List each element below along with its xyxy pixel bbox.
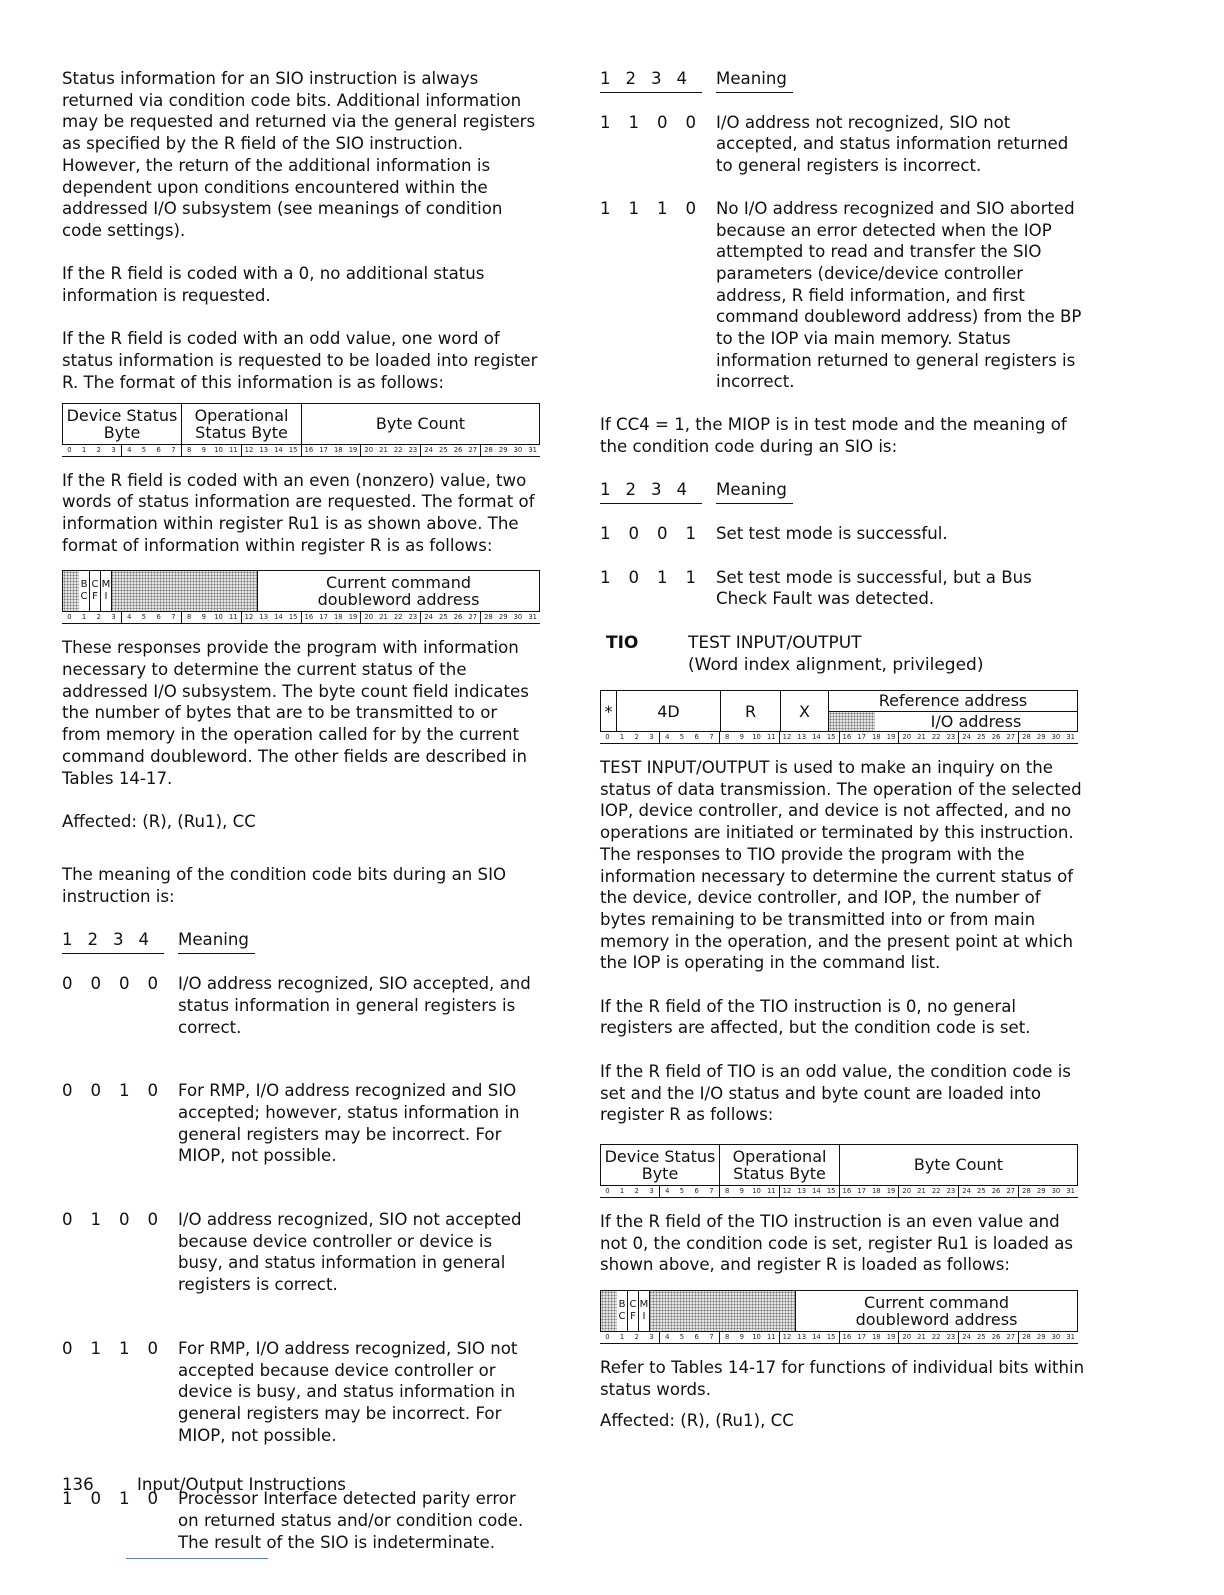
cc-bit: 0 <box>62 1081 73 1101</box>
bit-number: 28 <box>484 613 493 622</box>
cc-table-header: 1 2 3 4 Meaning <box>600 479 1086 504</box>
bit-number: 7 <box>704 732 720 743</box>
bit-number: 9 <box>739 733 744 742</box>
bit-number: 3 <box>106 445 122 456</box>
bit-number: 0 <box>67 613 72 622</box>
bit-number: 17 <box>857 733 866 742</box>
field-label: Byte <box>103 422 141 442</box>
command-doubleword-format <box>62 570 540 624</box>
paragraph: If the R field is coded with an even (nonzero) value, two words of status information are requested. The format of information within register Ru1 is as shown above. The format of information within register R is as follows: <box>62 470 535 555</box>
cc-bit: 0 <box>119 974 130 994</box>
bit-number: 7 <box>704 1186 720 1197</box>
bit-number: 3 <box>644 1332 660 1343</box>
bit-number: 21 <box>917 1333 926 1342</box>
paragraph: Status information for an SIO instruction is always returned via condition code bits. Additional information may be requested and returned via the general registers as specified by the R field of the SIO instruction. However, the return of the additional information is dependent upon conditions encountered within the addressed I/O subsystem (see meanings of condition code settings). <box>62 69 536 240</box>
bit-number: 23 <box>944 1332 960 1343</box>
bit-m-e: M I <box>639 1291 650 1331</box>
bit-number: 12 <box>782 733 792 742</box>
paragraph: If the R field of TIO is an odd value, the condition code is set and the I/O status and byte count are loaded into register R as follows: <box>600 1061 1071 1125</box>
bit-number: 4 <box>127 613 132 622</box>
cc-bit: 1 <box>600 198 611 218</box>
mnemonic: TIO <box>606 633 639 654</box>
command-doubleword-format <box>600 1290 1078 1344</box>
cc-meaning: Set test mode is successful, but a Bus Check Fault was detected. <box>716 567 1032 609</box>
bit-number: 12 <box>244 445 254 454</box>
bit-number: 19 <box>884 1332 900 1343</box>
bit-number: 18 <box>871 733 881 742</box>
bit-number: 4 <box>665 733 670 742</box>
meaning-header: Meaning <box>178 929 255 954</box>
bit-number: 11 <box>226 445 242 456</box>
bit-number: 20 <box>364 445 374 454</box>
field-label: I/O address <box>930 712 1022 732</box>
bit-number: 6 <box>694 733 699 742</box>
cc-bit: 1 <box>685 567 697 587</box>
instruction-format <box>600 690 1078 744</box>
field-label: Current command <box>325 573 472 593</box>
bit-ruler <box>600 732 1078 744</box>
bit-number: 9 <box>201 613 206 622</box>
bit-number: 25 <box>977 1186 986 1195</box>
cc-bit: 1 <box>628 198 640 218</box>
cc-row <box>600 198 1086 393</box>
cc-meaning: Processor Interface detected parity error on returned status and/or condition code. The result of the SIO is indeterminate. <box>178 1489 524 1552</box>
bit-number: 9 <box>201 445 206 454</box>
cc-row <box>600 567 1086 610</box>
bit-number: 24 <box>962 733 971 742</box>
affected-line: Affected: (R), (Ru1), CC <box>600 1411 794 1431</box>
bit-number: 25 <box>439 613 448 622</box>
device-status-field <box>63 404 182 444</box>
paragraph: Refer to Tables 14-17 for functions of individual bits within status words. <box>600 1358 1085 1399</box>
bit-number: 15 <box>824 1332 840 1343</box>
instruction-subtitle: (Word index alignment, privileged) <box>688 655 984 676</box>
bit-ruler <box>600 1332 1078 1344</box>
bit-number: 5 <box>141 445 147 454</box>
cc-bit: 0 <box>147 1210 159 1230</box>
bit-number: 17 <box>319 613 328 622</box>
bit-number: 2 <box>96 445 101 454</box>
section-title: Input/Output Instructions <box>136 1475 346 1494</box>
cc-bit: 1 <box>119 1081 130 1101</box>
paragraph: If the R field is coded with an odd value, one word of status information is requested to be loaded into register R. The format of this information is as follows: <box>62 329 538 392</box>
bit-number: 31 <box>528 613 537 622</box>
bit-number: 27 <box>465 612 481 623</box>
bit-number: 20 <box>902 1333 912 1342</box>
bit-number: 27 <box>1003 1186 1019 1197</box>
bit-number: 9 <box>739 1333 744 1342</box>
bit-m-e: M I <box>101 571 112 611</box>
bit-number: 26 <box>991 1186 1001 1195</box>
bit-number: 30 <box>1051 1186 1061 1195</box>
bit-number: 22 <box>931 1333 941 1342</box>
instruction-title: TEST INPUT/OUTPUT <box>688 633 862 654</box>
cc-bit: 1 <box>628 112 640 132</box>
bit-number: 30 <box>1051 1333 1061 1342</box>
bit-number: 5 <box>679 1333 685 1342</box>
bit-b-c: B C <box>617 1291 628 1331</box>
bit-number: 14 <box>812 1333 821 1342</box>
cc-row <box>62 1080 540 1167</box>
instruction-heading <box>600 632 1086 654</box>
bit-number: 31 <box>1066 733 1075 742</box>
meaning-header: Meaning <box>716 479 793 504</box>
bit-number: 10 <box>752 1186 761 1195</box>
bit-number: 17 <box>857 1333 866 1342</box>
cc-bit: 0 <box>90 1081 102 1101</box>
bit-number: 8 <box>186 445 192 454</box>
field-label: Current command <box>863 1293 1010 1313</box>
cc-bit: 1 <box>657 198 668 218</box>
cc-table <box>600 112 1086 414</box>
cc-bit: 0 <box>147 974 159 994</box>
bit-number: 18 <box>333 613 343 622</box>
cc-bit: 1 <box>600 567 611 587</box>
cc-row <box>62 1338 540 1447</box>
bit-number: 1 <box>619 1333 625 1342</box>
bit-number: 8 <box>724 1186 730 1195</box>
cc-meaning: I/O address recognized, SIO accepted, and status information in general registers is correct. <box>178 974 531 1037</box>
bit-number: 0 <box>67 445 72 454</box>
flag-bits-field <box>601 1291 796 1331</box>
bit-number: 9 <box>739 1186 744 1195</box>
bit-number: 27 <box>465 445 481 456</box>
reference-address-field <box>829 691 1077 731</box>
bit-number: 10 <box>214 445 223 454</box>
bit-c-f: C F <box>90 571 101 611</box>
bit-number: 4 <box>665 1333 670 1342</box>
bit-number: 29 <box>1036 1333 1046 1342</box>
affected-line: Affected: (R), (Ru1), CC <box>62 811 256 831</box>
field-label: Byte <box>641 1163 679 1183</box>
bit-number: 8 <box>724 1333 730 1342</box>
bit-number: 3 <box>106 612 122 623</box>
bit-number: 18 <box>871 1333 881 1342</box>
cc-bit: 1 <box>119 1338 130 1358</box>
flag-bits-field <box>63 571 258 611</box>
bit-number: 24 <box>962 1333 971 1342</box>
bit-number: 1 <box>619 1186 625 1195</box>
bit-number: 24 <box>962 1186 971 1195</box>
operational-status-field <box>720 1145 840 1185</box>
bit-number: 7 <box>704 1332 720 1343</box>
bit-number: 15 <box>824 1186 840 1197</box>
bit-number: 5 <box>679 1186 685 1195</box>
bit-number: 21 <box>917 733 926 742</box>
bit-number: 26 <box>991 733 1001 742</box>
field-label: Reference address <box>829 691 1077 712</box>
field-label: Operational <box>732 1146 827 1166</box>
field-label: Operational <box>194 405 289 425</box>
bit-number: 6 <box>156 613 161 622</box>
cc-bit: 0 <box>628 523 640 543</box>
bit-ruler <box>600 1186 1078 1198</box>
bit-number: 23 <box>406 612 422 623</box>
page-footer <box>62 1474 346 1496</box>
cc-meaning: For RMP, I/O address recognized and SIO accepted; however, status information in general registers may be incorrect. For MIOP, not possible. <box>178 1081 520 1166</box>
left-column <box>62 68 540 1595</box>
bit-number: 23 <box>944 732 960 743</box>
cc-row <box>600 112 1086 177</box>
field-label: Status Byte <box>195 422 288 442</box>
bit-number: 28 <box>1022 733 1031 742</box>
device-status-field <box>601 1145 720 1185</box>
cc-meaning: For RMP, I/O address recognized, SIO not accepted because device controller or device is busy, and status information in general registers may be incorrect. For MIOP, not possible. <box>178 1338 518 1445</box>
bit-number: 6 <box>156 445 161 454</box>
bit-number: 20 <box>902 733 912 742</box>
cc-bit: 1 <box>600 523 611 543</box>
status-word-format <box>62 403 540 457</box>
bit-number: 4 <box>665 1186 670 1195</box>
cc-bit: 1 <box>90 1338 102 1358</box>
bit-number: 11 <box>226 612 242 623</box>
cc-bit: 1 <box>90 1210 102 1230</box>
cc-table <box>62 973 540 1595</box>
bit-number: 25 <box>439 445 448 454</box>
page-number: 136 <box>62 1475 94 1494</box>
bit-number: 14 <box>274 445 283 454</box>
bit-number: 28 <box>484 445 493 454</box>
bit-number: 6 <box>694 1186 699 1195</box>
bit-number: 13 <box>259 613 269 622</box>
current-command-field <box>796 1291 1077 1331</box>
cc-bit: 0 <box>657 523 668 543</box>
bit-number: 12 <box>782 1186 792 1195</box>
cc-meaning: No I/O address recognized and SIO aborted because an error detected when the IOP attempted to read and transfer the SIO parameters (device/device controller address, R field information, and first command doubleword address) from the BP to the IOP via main memory. Status information returned to general registers is incorrect. <box>716 198 1082 392</box>
cc-row <box>600 523 1086 545</box>
bit-number: 2 <box>634 1186 639 1195</box>
bit-number: 16 <box>304 445 314 454</box>
cc-bit: 0 <box>62 1338 73 1358</box>
paragraph: TEST INPUT/OUTPUT is used to make an inquiry on the status of data transmission. The operation of the selected IOP, device controller, and device is not affected, and no operations are initiated or terminated by this instruction. The responses to TIO provide the program with the information necessary to determine the current status of the device, device controller, and IOP, the number of bytes remaining to be transmitted into or from main memory in the operation, and the present point at which the IOP is operating in the command list. <box>600 758 1082 973</box>
meaning-header: Meaning <box>716 68 793 93</box>
bit-number: 13 <box>259 445 269 454</box>
bit-number: 22 <box>393 613 403 622</box>
bit-number: 22 <box>393 445 403 454</box>
cc-bit: 0 <box>147 1338 159 1358</box>
cc-meaning: I/O address recognized, SIO not accepted because device controller or device is busy, and status information in general registers is correct. <box>178 1210 522 1295</box>
cc-bit: 0 <box>685 198 697 218</box>
bit-number: 16 <box>842 1186 852 1195</box>
bit-number: 26 <box>453 445 463 454</box>
bit-number: 15 <box>286 612 302 623</box>
bit-number: 14 <box>274 613 283 622</box>
cc-bit: 1 <box>600 112 611 132</box>
bit-number: 26 <box>991 1333 1001 1342</box>
bit-number: 22 <box>931 1186 941 1195</box>
bit-number: 8 <box>724 733 730 742</box>
bit-number: 11 <box>764 1332 780 1343</box>
bit-number: 0 <box>605 733 610 742</box>
byte-count-field <box>302 404 539 444</box>
bit-number: 19 <box>884 1186 900 1197</box>
cc-bit: 1 <box>657 567 668 587</box>
bit-number: 28 <box>1022 1333 1031 1342</box>
bit-number: 8 <box>186 613 192 622</box>
operational-status-field <box>182 404 302 444</box>
bit-number: 25 <box>977 1333 986 1342</box>
bit-number: 31 <box>528 445 537 454</box>
cc-table <box>600 523 1086 632</box>
bit-number: 4 <box>127 445 132 454</box>
bit-number: 27 <box>1003 732 1019 743</box>
field-label: doubleword address <box>855 1310 1018 1330</box>
cc-meaning: Set test mode is successful. <box>716 523 948 543</box>
bit-number: 30 <box>513 613 523 622</box>
bit-number: 15 <box>824 732 840 743</box>
bit-number: 5 <box>679 733 685 742</box>
paragraph: The meaning of the condition code bits during an SIO instruction is: <box>62 865 507 907</box>
field-label: Device Status <box>66 405 178 425</box>
bit-number: 17 <box>319 445 328 454</box>
bit-number: 11 <box>764 732 780 743</box>
bit-number: 30 <box>1051 733 1061 742</box>
bit-number: 16 <box>304 613 314 622</box>
bit-number: 12 <box>244 613 254 622</box>
paragraph: If the R field of the TIO instruction is an even value and not 0, the condition code is set, register Ru1 is loaded as shown above, and register R is loaded as follows: <box>600 1211 1074 1275</box>
current-command-field <box>258 571 539 611</box>
status-word-format <box>600 1144 1078 1198</box>
bit-number: 18 <box>333 445 343 454</box>
bit-number: 26 <box>453 613 463 622</box>
cc-row <box>62 1209 540 1296</box>
cc-bit: 0 <box>119 1210 130 1230</box>
bit-number: 13 <box>797 733 807 742</box>
opcode-field: 4D <box>617 691 721 731</box>
bit-number: 30 <box>513 445 523 454</box>
cc-row <box>62 1488 540 1553</box>
bit-number: 13 <box>797 1186 807 1195</box>
bit-ruler <box>62 445 540 457</box>
bit-number: 0 <box>605 1186 610 1195</box>
bit-number: 31 <box>1066 1186 1075 1195</box>
bit-number: 16 <box>842 733 852 742</box>
cc-bit: 1 <box>685 523 697 543</box>
cc-bit: 0 <box>90 974 102 994</box>
bit-number: 10 <box>752 733 761 742</box>
cc-bit: 0 <box>685 112 697 132</box>
cc-bit: 0 <box>62 974 73 994</box>
bit-number: 24 <box>424 445 433 454</box>
bit-number: 20 <box>902 1186 912 1195</box>
indirect-bit-field: * <box>601 691 617 731</box>
bit-number: 14 <box>812 733 821 742</box>
cc-row <box>62 973 540 1038</box>
bit-number: 19 <box>884 732 900 743</box>
field-label: Status Byte <box>733 1163 826 1183</box>
divider <box>126 1558 268 1559</box>
bit-number: 18 <box>871 1186 881 1195</box>
bit-number: 21 <box>379 445 388 454</box>
bit-number: 29 <box>1036 733 1046 742</box>
bit-number: 10 <box>214 613 223 622</box>
bit-number: 10 <box>752 1333 761 1342</box>
paragraph: If CC4 = 1, the MIOP is in test mode and the meaning of the condition code during an SIO is: <box>600 415 1067 456</box>
bit-number: 23 <box>406 445 422 456</box>
bit-number: 6 <box>694 1333 699 1342</box>
bit-number: 21 <box>917 1186 926 1195</box>
cc-bit: 0 <box>62 1210 73 1230</box>
bit-number: 29 <box>498 445 508 454</box>
bit-number: 1 <box>81 445 87 454</box>
bit-number: 19 <box>346 445 362 456</box>
bit-number: 7 <box>166 612 182 623</box>
byte-count-field <box>840 1145 1077 1185</box>
bit-number: 19 <box>346 612 362 623</box>
field-label: Byte Count <box>375 414 466 434</box>
r-field: R <box>721 691 781 731</box>
bit-b-c: B C <box>79 571 90 611</box>
bit-number: 28 <box>1022 1186 1031 1195</box>
bit-number: 12 <box>782 1333 792 1342</box>
bit-ruler <box>62 612 540 624</box>
bit-number: 2 <box>634 1333 639 1342</box>
bit-number: 20 <box>364 613 374 622</box>
bit-c-f: C F <box>628 1291 639 1331</box>
bit-number: 14 <box>812 1186 821 1195</box>
cc-bit: 1 <box>62 1489 73 1509</box>
bit-number: 16 <box>842 1333 852 1342</box>
bit-number: 31 <box>1066 1333 1075 1342</box>
bit-number: 13 <box>797 1333 807 1342</box>
bit-number: 0 <box>605 1333 610 1342</box>
bit-number: 2 <box>96 613 101 622</box>
bit-number: 22 <box>931 733 941 742</box>
field-label: Device Status <box>604 1146 716 1166</box>
cc-table-header: 1 2 3 4 Meaning <box>62 929 540 954</box>
bit-number: 24 <box>424 613 433 622</box>
bit-number: 29 <box>1036 1186 1046 1195</box>
bit-number: 7 <box>166 445 182 456</box>
bit-number: 23 <box>944 1186 960 1197</box>
bit-number: 5 <box>141 613 147 622</box>
cc-bit: 0 <box>90 1489 102 1509</box>
bit-number: 3 <box>644 1186 660 1197</box>
bit-number: 11 <box>764 1186 780 1197</box>
bit-number: 1 <box>619 733 625 742</box>
paragraph: These responses provide the program with information necessary to determine the current status of the addressed I/O subsystem. The byte count field indicates the number of bytes that are to be transmitted to or from memory in the operation called for by the current command doubleword. The other fields are described in Tables 14-17. <box>62 638 529 788</box>
cc-bit: 0 <box>657 112 668 132</box>
cc-bit: 0 <box>147 1081 159 1101</box>
bit-number: 2 <box>634 733 639 742</box>
cc-bit: 0 <box>147 1489 159 1509</box>
bit-number: 17 <box>857 1186 866 1195</box>
cc-bit: 1 <box>119 1489 130 1509</box>
cc-table-header: 1 2 3 4 Meaning <box>600 68 1086 93</box>
x-field: X <box>781 691 829 731</box>
cc-bit: 0 <box>628 567 640 587</box>
bit-number: 15 <box>286 445 302 456</box>
bit-number: 21 <box>379 613 388 622</box>
bit-number: 27 <box>1003 1332 1019 1343</box>
bit-number: 3 <box>644 732 660 743</box>
field-label: doubleword address <box>317 590 480 610</box>
cc-meaning: I/O address not recognized, SIO not accepted, and status information returned to general registers is incorrect. <box>716 112 1069 176</box>
field-label: Byte Count <box>913 1155 1004 1175</box>
bit-number: 29 <box>498 613 508 622</box>
bit-number: 1 <box>81 613 87 622</box>
bit-number: 25 <box>977 733 986 742</box>
paragraph: If the R field is coded with a 0, no additional status information is requested. <box>62 264 485 306</box>
paragraph: If the R field of the TIO instruction is 0, no general registers are affected, but the condition code is set. <box>600 996 1031 1038</box>
right-column <box>600 68 1086 1432</box>
